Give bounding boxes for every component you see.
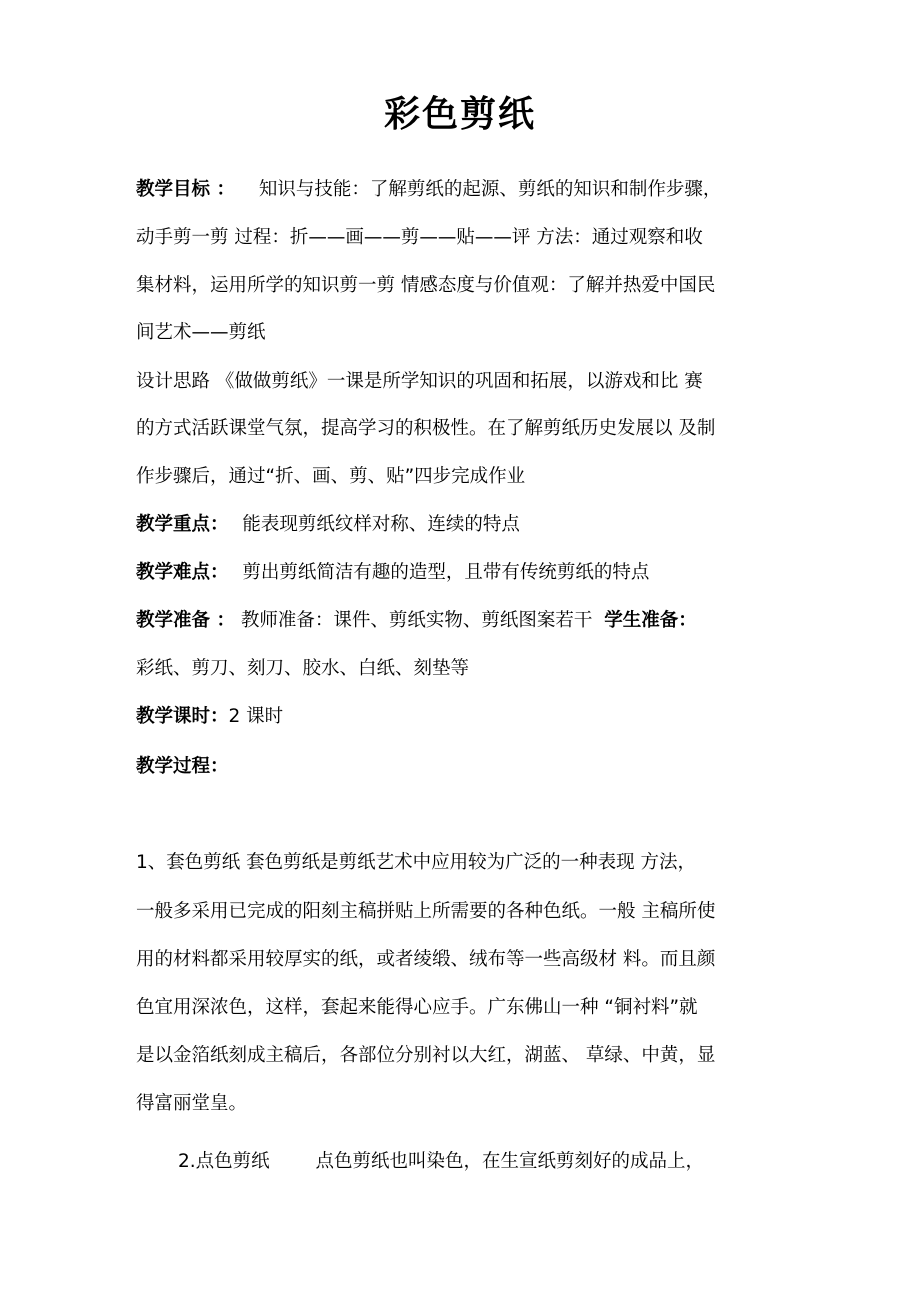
objectives-text-1: 知识与技能：了解剪纸的起源、剪纸的知识和制作步骤， xyxy=(258,179,722,200)
hours-label: 教学课时： xyxy=(136,706,229,727)
section1-line-2: 一般多采用已完成的阳刻主稿拼贴上所需要的各种色纸。一般 主稿所使 xyxy=(136,901,716,922)
section2-text: 点色剪纸也叫染色，在生宣纸剪刻好的成品上， xyxy=(315,1151,705,1172)
key-points-label: 教学重点： xyxy=(136,514,229,535)
design-line-1: 设计思路 《做做剪纸》一课是所学知识的巩固和拓展，以游戏和比 赛 xyxy=(136,371,703,392)
section2-heading: 2.点色剪纸 xyxy=(178,1151,270,1172)
design-line-3: 作步骤后，通过“折、画、剪、贴”四步完成作业 xyxy=(136,466,526,487)
design-line-2: 的方式活跃课堂气氛，提高学习的积极性。在了解剪纸历史发展以 及制 xyxy=(136,418,716,439)
key-points-line xyxy=(136,510,796,540)
preparation-teacher: 教师准备：课件、剪纸实物、剪纸图案若干 xyxy=(240,610,593,631)
difficulties-label: 教学难点： xyxy=(136,562,229,583)
document-title: 彩色剪纸 xyxy=(383,94,536,135)
preparation-line xyxy=(136,606,796,636)
section1-line-3: 用的材料都采用较厚实的纸，或者绫缎、绒布等一些高级材 料。而且颜 xyxy=(136,949,716,970)
section1-line-4: 色宜用深浓色，这样，套起来能得心应手。广东佛山一种 “铜衬料”就 xyxy=(136,997,698,1018)
hours-line xyxy=(136,702,796,732)
section1-line-6: 得富丽堂皇。 xyxy=(136,1093,248,1114)
key-points-text: 能表现剪纸纹样对称、连续的特点 xyxy=(242,514,520,535)
difficulties-line xyxy=(136,558,796,588)
preparation-label: 教学准备 ： xyxy=(136,610,235,631)
objectives-line-4: 间艺术——剪纸 xyxy=(136,322,266,343)
hours-value: 2 课时 xyxy=(228,706,284,727)
objectives-line-1 xyxy=(136,175,796,205)
objectives-line-3: 集材料，运用所学的知识剪一剪 情感态度与价值观：了解并热爱中国民 xyxy=(136,275,716,296)
section1-line-1: 1、套色剪纸 套色剪纸是剪纸艺术中应用较为广泛的一种表现 方法， xyxy=(136,852,697,873)
objectives-label: 教学目标 ： xyxy=(136,179,235,200)
section2-line xyxy=(178,1147,798,1177)
objectives-line-2: 动手剪一剪 过程：折——画——剪——贴——评 方法：通过观察和收 xyxy=(136,227,703,248)
preparation-student-label: 学生准备： xyxy=(604,610,697,631)
section1-line-5: 是以金箔纸刻成主稿后，各部位分别衬以大红，湖蓝、 草绿、中黄，显 xyxy=(136,1045,716,1066)
difficulties-text: 剪出剪纸简洁有趣的造型，且带有传统剪纸的特点 xyxy=(242,562,650,583)
process-label: 教学过程： xyxy=(136,756,229,777)
preparation-student-items: 彩纸、剪刀、刻刀、胶水、白纸、刻垫等 xyxy=(136,658,470,679)
